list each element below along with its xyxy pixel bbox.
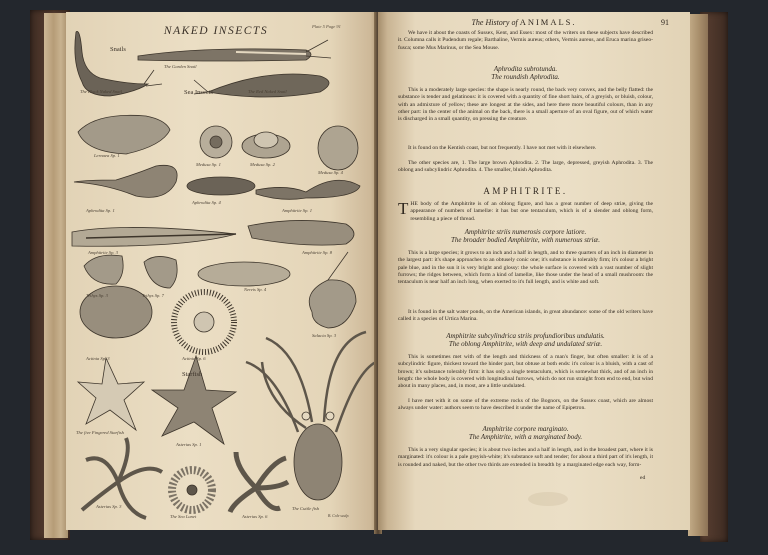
engraving-plate: [66, 12, 377, 530]
paragraph-amphitrite-intro: [398, 201, 653, 223]
paragraph-aphrodita-description: This is a moderately large species: the shape is nearly round, the back very convex, and the belly flatted: the substance is tender and gelatinous: it is covered with a quantity of fine short hairs, of a greyish, or bluish, colour, with an admixture of yellow; these are longest at the sides, and here there more beautiful colours, than in any other part: in the center of the animal on the back, there is a small aperture of an oval figure, out of which water is discharged in a small quantity, on pressing the creature.: [398, 87, 653, 123]
running-head-caps: ANIMALS.: [519, 17, 577, 27]
amphitrite-1-figure: [256, 180, 360, 199]
species-english-name: The roundish Aphrodita.: [491, 73, 560, 81]
figure-label: Actinia Sp. 6: [182, 356, 206, 361]
species-latin-name: Amphitrite subcylindrica striis profundioribus undulatis.: [446, 332, 605, 340]
aphrodita-4-figure: [187, 177, 255, 195]
section-label-starfish: Starfish: [182, 371, 203, 378]
paragraph-amphitrite-2-found: I have met with it on some of the extreme rocks of the Bognors, on the Sussex coast, which are almost always under water: authors seem to have described it under the name of Epipetron.: [398, 398, 653, 412]
species-latin-name: Amphitrite corpore marginato.: [482, 425, 569, 433]
figure-label: Nereis Sp. 4: [244, 287, 267, 292]
paragraph-amphitrite-intro-text: HE body of the Amphitrite is of an oblong figure, and has a great number of deep striæ, giving the appearance of numbers of lamellæ: it has but one tentaculum, which is of a slender and oblong form, resembling a piece of thread.: [410, 201, 653, 222]
right-page-text: [378, 12, 690, 530]
figure-label: The Red Naked Snail: [248, 89, 287, 94]
plate-title: NAKED INSECTS: [163, 25, 269, 37]
section-label-snails: Snails: [110, 46, 126, 53]
lernaea-figure: [78, 115, 170, 154]
asterias-1-figure: [152, 356, 236, 444]
tethys-3-figure: [84, 255, 123, 284]
figure-label: Salacia Sp. 3: [312, 333, 337, 338]
figure-label: Asterias Sp. 6: [242, 514, 268, 519]
species-english-name: The broader bodied Amphitrite, with numerous striæ.: [450, 236, 601, 244]
figure-label: Medusa Sp. 2: [250, 162, 275, 167]
species-english-name: The Amphitrite, with a marginated body.: [468, 433, 583, 441]
tethys-7-figure: [144, 256, 177, 288]
paragraph-intro: We have it about the coasts of Sussex, Kent, and Essex: most of the writers on these subjects have described it. Columna calls it Pudendum regale; Barthaline, Vermis aureus; others, Vermis aureus, and Eruca marina griseo-fusca; some Mus Marinus, or the Sea Mouse.: [398, 30, 653, 51]
figure-label: Medusa Sp. 1: [196, 162, 221, 167]
asterias-3-figure: [82, 438, 162, 518]
catchword: ed: [640, 475, 646, 481]
figure-label: Tethys Sp. 3: [86, 293, 108, 298]
cuttlefish-figure: [294, 424, 342, 500]
page-edges-right: [688, 14, 708, 536]
page-number: 91: [661, 18, 669, 27]
figure-label: Asterias Sp. 3: [96, 504, 122, 509]
running-head: [394, 17, 654, 27]
drop-cap: T: [398, 199, 409, 218]
page-edges-left: [44, 13, 68, 538]
figure-label: Medusa Sp. 4: [318, 170, 343, 175]
figure-label: Amphitrite Sp. 8: [302, 250, 332, 255]
left-page-plate: [66, 12, 377, 530]
figure-label: Aphrodita Sp. 1: [86, 208, 115, 213]
black-naked-snail-figure: [75, 31, 148, 96]
figure-label: Actinia Sp. 3: [86, 356, 110, 361]
figure-label: The Sea Lunet: [170, 514, 197, 519]
paragraph-aphrodita-other: The other species are, 1. The large brown Aphrodita. 2. The large, depressed, greyish Aphrodita. 3. The oblong and subcylindric Aphrodita. 4. The smaller, bluish Aphrodita.: [398, 160, 653, 174]
paragraph-aphrodita-found: It is found on the Kentish coast, but not frequently. I have not met with it elsewhere.: [408, 145, 597, 151]
species-latin-name: Aphrodita subrotunda.: [493, 65, 558, 73]
paragraph-amphitrite-3-description: This is a very singular species; it is about two inches and a half in length, and in the broadest part, where it is marginated: it's colour is a pale greyish-white; it's substance soft and tender; for about a third part of it's length, it is rounded and naked, but the other two thirds are extended in breadth by a marginated edge each way, form-: [398, 447, 653, 468]
figure-label: The Cuttle fish: [292, 506, 320, 511]
species-english-name: The oblong Amphitrite, with deep and undulated striæ.: [448, 340, 603, 348]
figure-label: Amphitrite Sp. 3: [88, 250, 118, 255]
page-stain: [528, 492, 568, 506]
section-label-sea-insects: Sea Insects: [184, 89, 214, 96]
figure-label: Amphitrite Sp. 1: [282, 208, 312, 213]
asterias-6-figure: [230, 452, 288, 512]
species-latin-name: Amphitrite striis numerosis corpore latiore.: [464, 228, 587, 236]
figure-label: The five Fingered Starfish: [76, 430, 124, 435]
paragraph-amphitrite-2-description: This is sometimes met with of the length and thickness of a man's finger, but often smaller: it is of a subcylindric figure, thickest toward the hinder part, but obtuse at both ends: it's colour is a bluish, with a cast of brown; it's substance tolerably firm: it has only a single tentaculum, which is somewhat thick, and of an inch in length: the whole body is covered with longitudinal furrows, which do not run straight from end to end, but wind about in many places, and, in most, are a little undulated.: [398, 354, 653, 390]
chapter-heading: AMPHITRITE.: [483, 186, 568, 196]
garden-snail-figure: [138, 49, 311, 61]
figure-label: Lernaea Sp. 1: [94, 153, 120, 158]
salacia-figure: [309, 280, 356, 328]
nereis-4-figure: [198, 262, 290, 286]
medusa-4-figure: [318, 126, 358, 170]
figure-label: The Garden Snail: [164, 64, 197, 69]
figure-label: Tethys Sp. 7: [142, 293, 164, 298]
paragraph-amphitrite-1-description: This is a large species; it grows to an inch and a half in length, and to three quarters of an inch in diameter in the largest part: it's shape approaches to an obtusely conic one; it's substance is tolerably firm; it's colour a bright pale blue, and in the sun it is very bright and glossy: the whole surface is covered with a vast number of slight furrows; the ridges between, which form a kind of lamellæ, like those under the head of a small mushroom: the tentaculum is near half an inch long, when exerted to it's full length, and is white and soft.: [398, 250, 653, 286]
figure-label: The Black Naked Snail: [80, 89, 122, 94]
figure-label: Aphrodita Sp. 4: [192, 200, 221, 205]
running-head-italic: The History of: [471, 18, 518, 27]
paragraph-amphitrite-1-found: It is found in the salt water ponds, on the American islands, in great abundance: some of the old writers have called it a species of Urtica Marina.: [398, 309, 653, 323]
aphrodita-1-figure: [74, 165, 177, 197]
amphitrite-8-figure: [248, 220, 354, 245]
five-fingered-starfish-figure: [78, 358, 144, 430]
engraver-signature: B. Cole sculp.: [328, 514, 350, 518]
figure-label: Asterias Sp. 1: [176, 442, 202, 447]
plate-reference: Plate 5 Page 91: [312, 24, 341, 29]
